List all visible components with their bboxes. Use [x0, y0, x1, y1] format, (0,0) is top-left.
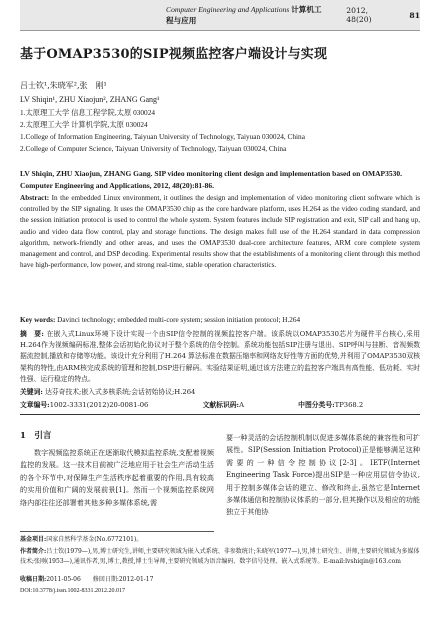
abstract-en-label: Abstract:	[20, 194, 50, 202]
article-meta	[20, 399, 415, 409]
affiliation-1-cn: 1.太原理工大学 信息工程学院,太原 030024	[20, 108, 155, 117]
intro-paragraph-right: 要一种灵活的会话控制机制以促进多媒体系统的兼容性和可扩展性。SIP(Session Initiation Protocol)正是能够满足这种需要的一种信令控制协议[2-3]。IETF(Internet Engineering Task Force)提出SIP是一种应用层信令协议,用于控制多媒体会话的建立、修改和终止,虽然它是Internet多媒体通信和控制协议体系的一部分,但其操作以及相应的功能独立于其他协	[226, 433, 420, 517]
authors-cn: 吕士钦¹,朱晓军²,张 刚¹	[20, 81, 107, 90]
document-code: 文献标识码:A	[202, 401, 244, 409]
abstract-cn-label: 摘 要:	[20, 330, 44, 338]
authors-en: LV Shiqin¹, ZHU Xiaojun², ZHANG Gang¹	[20, 95, 160, 104]
keywords-cn-label: 关键词:	[20, 388, 43, 396]
affiliation-1-en: 1.College of Information Engineering, Taiyuan University of Technology, Taiyuan 030024, China	[20, 132, 305, 141]
affiliation-2-en: 2.College of Computer Science, Taiyuan University of Technology, Taiyuan 030024, China	[20, 144, 287, 153]
footnote-author-bio: 作者简介:吕士钦(1979—),男,博士研究生,讲师,主要研究领域为嵌入式系统、非参数统计;朱晓军(1977—),男,博士研究生、讲师,主要研究领域为多媒体技术;张刚(1953—),通讯作者,男,博士,教授,博士生导师,主要研究领域为语音编码、数字信号处理、嵌入式系统等。E-mail:lvshiqin@163.com	[20, 548, 420, 565]
abstract-cn	[20, 329, 420, 385]
abstract-en	[20, 193, 420, 271]
column-left	[20, 424, 214, 509]
footnote-doi: DOI:10.3778/j.issn.1002-8331.2012.20.017	[20, 588, 125, 594]
footnote-funding: 基金项目:国家自然科学基金(No.6772101)。	[20, 536, 143, 543]
issue-info: 2012, 48(20)	[346, 6, 372, 24]
page-number: 81	[409, 10, 420, 20]
running-header	[20, 0, 420, 31]
abstract-en-text: In the embedded Linux environment, it outlines the design and implementation of video monitoring client software which is controlled by the SIP signaling. It uses the OMAP3530 chip as the core hardware platform, uses H.264 as the video coding standard, and the session initiation protocol is used to control the whole system. System features include SIP registration and exit, SIP call and hang up, audio and video data flow control, play and storage functions. The design makes full use of the H.264 standard in data compression algorithm, network-friendly and other areas, and uses the OMAP3530 dual-core architecture features, ARM core complete system management and control, and DSP decoding. Experimental results show that the establishments of a monitoring client through this method have high-performance, low power, and strong real-time, stable operation characteristics.	[20, 194, 421, 270]
keywords-en	[20, 316, 420, 324]
section-divider	[20, 414, 420, 415]
abstract-cn-text: 在嵌入式Linux环境下设计实现一个由SIP信令控制的视频监控客户端。该系统以OMAP3530芯片为硬件平台核心,采用H.264作为视频编码标准,整体会话初始化协议对于整个系统的信令控制。系统功能包括SIP注册与退出、SIP呼叫与挂断、音视频数据流控制,播放和存储等功能。该设计充分利用了H.264 算法标准在数据压缩率和网络友好性等方面的优势,并利用了OMAP3530双核架构的特性,由ARM核完成系统的管理和控制,DSP进行解码。实验结果证明,通过该方法建立的监控客户端具有高性能、低功耗、实时性强、运行稳定的特点。	[20, 330, 420, 383]
classification-number: 中图分类号:TP368.2	[298, 401, 364, 409]
citation: LV Shiqin, ZHU Xiaojun, ZHANG Gang. SIP video monitoring client design and implementation based on OMAP3530. Computer Engineering and Applications, 2012, 48(20):81-86.	[20, 169, 402, 190]
paper-title: 基于OMAP3530的SIP视频监控客户端设计与实现	[20, 47, 328, 62]
keywords-en-label: Key words:	[20, 316, 56, 324]
affiliation-2-cn: 2.太原理工大学 计算机学院,太原 030024	[20, 120, 148, 129]
keywords-cn-text: 达芬奇技术;嵌入式多核系统;会话初始协议;H.264	[45, 388, 196, 396]
keywords-cn	[20, 386, 195, 396]
keywords-en-text: Davinci technology; embedded multi-core system; session initiation protocol; H.264	[57, 316, 301, 324]
footnote-dates: 收稿日期:2011-05-06 修回日期:2012-01-17	[20, 576, 154, 583]
footnote-divider	[20, 531, 214, 532]
column-right	[226, 432, 420, 519]
intro-paragraph-left: 数字视频监控系统正在逐渐取代模拟监控系统,支配着视频监控的发展。这一技术目前被广泛地应用于社会生产活动生活的各个环节中,对保障生产生活秩序起着重要的作用,具有较高的实用价值和广阔的发展前景[1]。然而一个视频监控系统网络内部往往还部署着其他多种多媒体系统,需	[20, 448, 214, 507]
article-number: 文章编号:1002-3331(2012)20-0081-06	[20, 401, 149, 409]
journal-name: Computer Engineering and Applications 计算机工程与应用	[166, 5, 322, 25]
section-heading-intro: 1 引言	[20, 431, 52, 441]
